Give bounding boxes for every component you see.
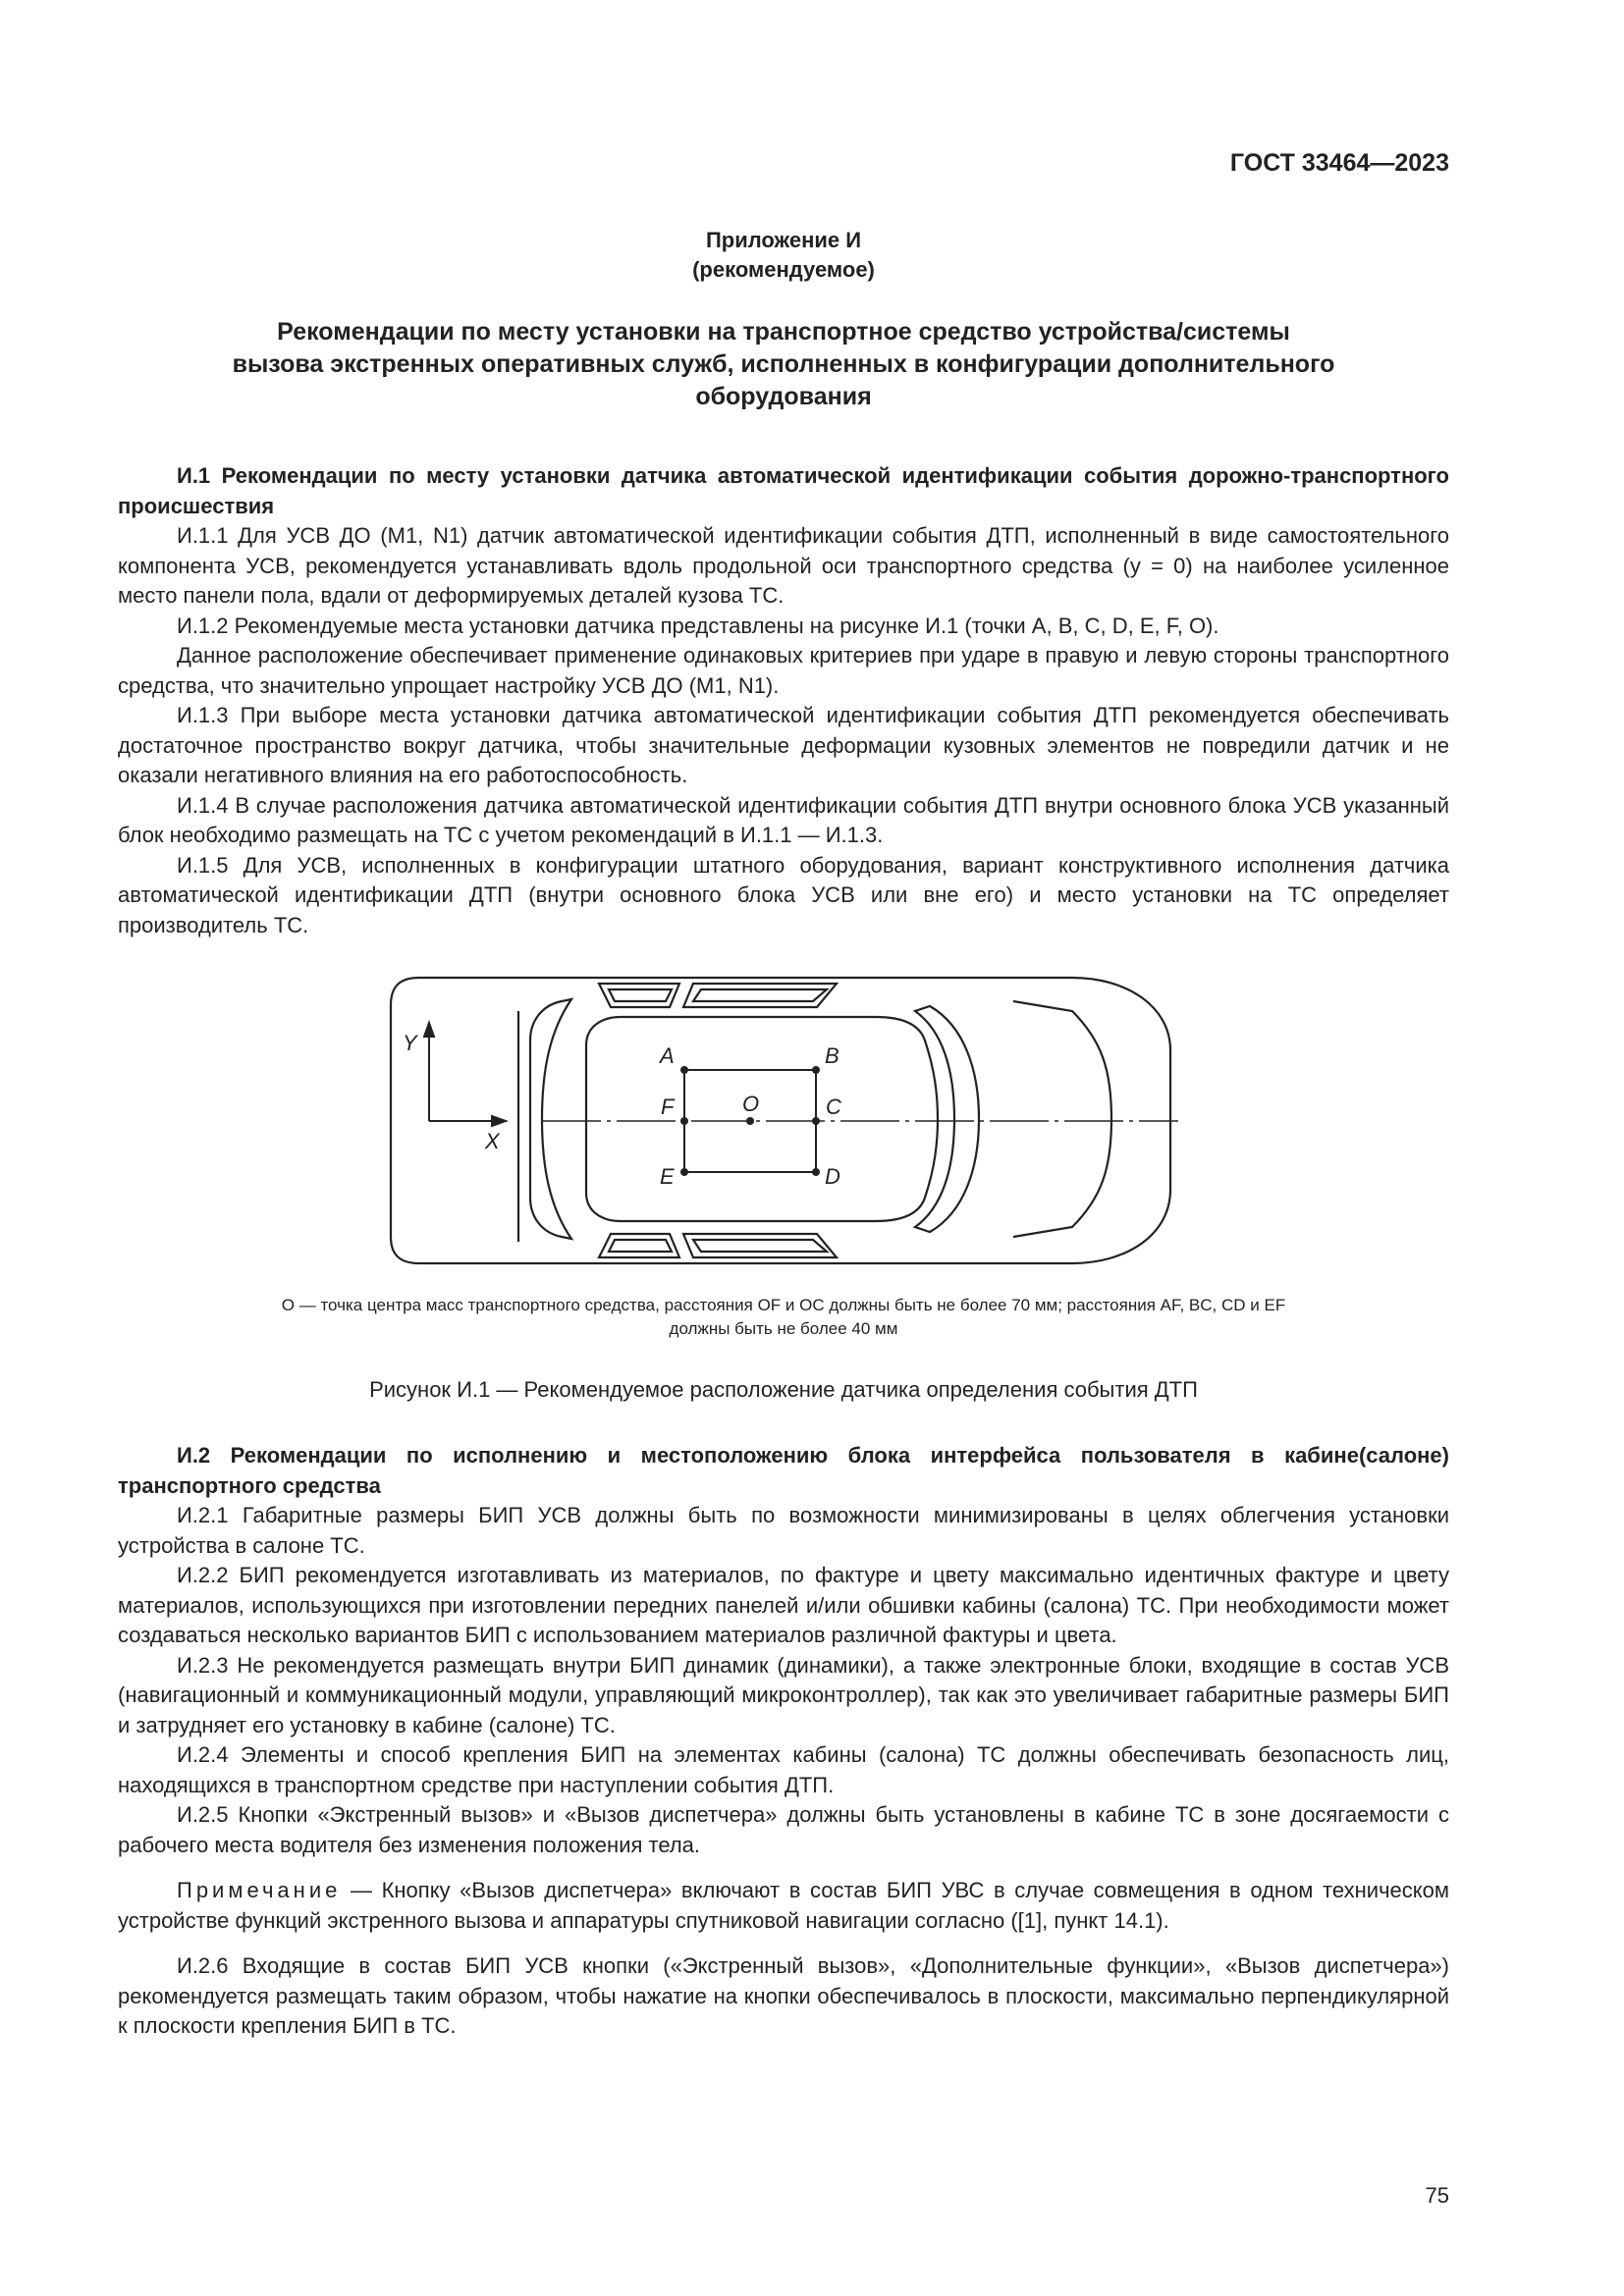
appendix-title [118,316,1449,413]
axis-x-label: X [485,1129,500,1153]
paragraph-2-2: И.2.2 БИП рекомендуется изготавливать из материалов, по фактуре и цвету максимально идентичных фактуре и цвету материалов, использующихся при изготовлении передних панелей и/или обшивки кабины (салона) ТС. При необходимости может создаваться несколько вариантов БИП с использованием материалов различной фактуры и цвета. [118,1563,1449,1647]
hood-line-top [1013,1001,1111,1119]
appendix-label: Приложение И [705,228,862,252]
point-o-label: O [742,1092,760,1116]
hood-line-bottom [1013,1119,1111,1237]
paragraph-1-1-1: И.1.1 Для УСВ ДО (М1, N1) датчик автоматической идентификации события ДТП, исполненный в виде самостоятельного компонента УСВ, рекомендуется устанавливать вдоль продольной оси транспортного средства (y = 0) на наиболее усиленное место панели пола, вдали от деформируемых деталей кузова ТС. [118,523,1449,608]
point-a-marker [680,1066,688,1074]
page-number: 75 [1425,2183,1449,2208]
point-e-marker [680,1168,688,1176]
side-window-bottom-front [683,1234,837,1257]
title-line-1: Рекомендации по месту установки на транспортное средство устройства/системы [277,318,1290,346]
figure-caption-line-2: должны быть не более 40 мм [669,1319,898,1338]
point-c-label: C [826,1095,841,1119]
note-paragraph [118,1876,1449,1936]
paragraph-2-3: И.2.3 Не рекомендуется размещать внутри БИП динамик (динамики), а также электронные блоки, входящие в состав УСВ (навигационный и коммуникационный модули, управляющий микроконтроллер), так как это увеличивает габаритные размеры БИП и затрудняет его установку в кабине (салоне) ТС. [118,1652,1449,1737]
point-b-marker [812,1066,820,1074]
figure-title: Рисунок И.1 — Рекомендуемое расположение датчика определения события ДТП [369,1377,1198,1402]
point-o-marker [746,1117,754,1125]
appendix-heading [118,226,1449,285]
appendix-status: (рекомендуемое) [692,257,875,282]
title-line-3: оборудования [695,383,872,410]
x-axis-arrow [492,1116,506,1126]
point-d-label: D [825,1164,840,1189]
paragraph-2-1: И.2.1 Габаритные размеры БИП УСВ должны быть по возможности минимизированы в целях облегчения установки устройства в салоне ТС. [118,1503,1449,1558]
point-f-label: F [661,1095,675,1119]
point-f-marker [680,1117,688,1125]
point-a-label: A [660,1043,675,1068]
side-window-bottom-rear-inner [609,1240,672,1252]
section-1-heading: И.1 Рекомендации по месту установки датчика автоматической идентификации события дорожно-транспортного происшествия [118,463,1449,518]
sensor-location-figure [385,972,1190,1276]
note-text: — Кнопку «Вызов диспетчера» включают в состав БИП УВС в случае совмещения в одном техническом устройстве функций экстренного вызова и аппаратуры спутниковой навигации согласно ([1], пункт 14.1). [118,1878,1449,1933]
title-line-2: вызова экстренных оперативных служб, исполненных в конфигурации дополнительного [232,350,1335,378]
paragraph-1-1-2-cont: Данное расположение обеспечивает применение одинаковых критериев при ударе в правую и левую стороны транспортного средства, что значительно упрощает настройку УСВ ДО (М1, N1). [118,643,1449,698]
side-window-top-front-inner [693,989,827,1001]
paragraph-2-4: И.2.4 Элементы и способ крепления БИП на элементах кабины (салона) ТС должны обеспечивать безопасность лиц, находящихся в транспортном средстве при наступлении события ДТП. [118,1742,1449,1797]
section-1 [118,461,1449,940]
axis-y-label: Y [403,1031,417,1055]
cabin-roof [586,1017,938,1221]
side-window-top-rear-inner [609,989,672,1001]
y-axis-arrow [424,1023,434,1037]
figure-caption-line-1: O — точка центра масс транспортного средства, расстояния OF и OC должны быть не более 70 мм; расстояния AF, BC, CD и EF [281,1296,1286,1314]
note-label: Примечание [177,1878,342,1902]
paragraph-1-1-5: И.1.5 Для УСВ, исполненных в конфигурации штатного оборудования, вариант конструктивного исполнения датчика автоматической идентификации ДТП (внутри основного блока УСВ или вне его) и место установки на ТС определяет производитель ТС. [118,852,1449,937]
section-2 [118,1441,1449,2042]
figure-caption [118,1294,1449,1341]
side-window-top-front [683,984,837,1007]
point-d-marker [812,1168,820,1176]
point-b-label: B [825,1043,839,1068]
paragraph-2-6: И.2.6 Входящие в состав БИП УСВ кнопки («Экстренный вызов», «Дополнительные функции», «Вызов диспетчера») рекомендуется размещать таким образом, чтобы нажатие на кнопки обеспечивалось в плоскости, максимально перпендикулярной к плоскости крепления БИП в ТС. [118,1953,1449,2038]
point-e-label: E [660,1164,675,1189]
paragraph-1-1-2: И.1.2 Рекомендуемые места установки датчика представлены на рисунке И.1 (точки A, B, C, D, E, F, O). [177,613,1219,638]
section-2-heading: И.2 Рекомендации по исполнению и местоположению блока интерфейса пользователя в кабине(салоне) транспортного средства [118,1443,1449,1498]
paragraph-1-1-4: И.1.4 В случае расположения датчика автоматической идентификации события ДТП внутри основного блока УСВ указанный блок необходимо размещать на ТС с учетом рекомендаций в И.1.1 — И.1.3. [118,792,1449,847]
standard-header: ГОСТ 33464—2023 [1229,149,1449,177]
point-c-marker [812,1117,820,1125]
paragraph-2-5: И.2.5 Кнопки «Экстренный вызов» и «Вызов диспетчера» должны быть установлены в кабине ТС в зоне досягаемости с рабочего места водителя без изменения положения тела. [118,1802,1449,1857]
side-window-bottom-front-inner [693,1240,827,1252]
rear-window [530,999,571,1239]
paragraph-1-1-3: И.1.3 При выборе места установки датчика автоматической идентификации события ДТП рекомендуется обеспечивать достаточное пространство вокруг датчика, чтобы значительные деформации кузовных элементов не повредили датчик и не оказали негативного влияния на его работоспособность. [118,703,1449,787]
